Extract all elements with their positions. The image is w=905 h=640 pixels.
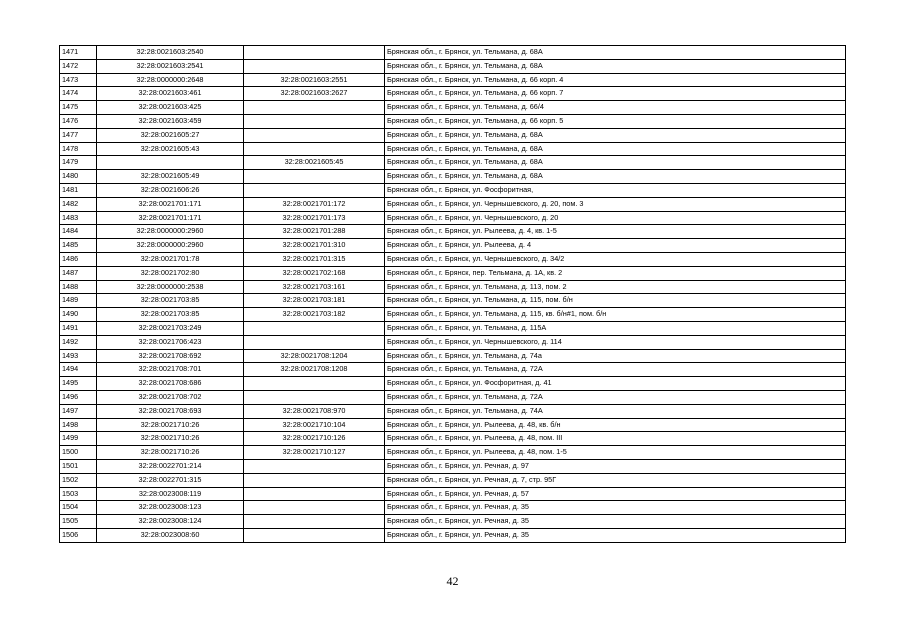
row-number-cell: 1495 [60, 377, 97, 391]
address-cell: Брянская обл., г. Брянск, ул. Тельмана, д. 66 корп. 5 [385, 114, 846, 128]
cadastral-number-cell: 32:28:0023008:60 [97, 528, 244, 542]
row-number-cell: 1505 [60, 515, 97, 529]
address-cell: Брянская обл., г. Брянск, ул. Речная, д. 35 [385, 515, 846, 529]
cadastral-number-cell: 32:28:0021703:249 [97, 321, 244, 335]
address-cell: Брянская обл., г. Брянск, ул. Тельмана, д. 66/4 [385, 101, 846, 115]
table-row [60, 280, 846, 294]
table-row [60, 487, 846, 501]
related-cadastral-number-cell: 32:28:0021603:2627 [244, 87, 385, 101]
related-cadastral-number-cell: 32:28:0021708:1208 [244, 363, 385, 377]
related-cadastral-number-cell [244, 114, 385, 128]
address-cell: Брянская обл., г. Брянск, ул. Фосфоритная, д. 41 [385, 377, 846, 391]
related-cadastral-number-cell: 32:28:0021701:310 [244, 239, 385, 253]
cadastral-number-cell: 32:28:0021701:171 [97, 197, 244, 211]
related-cadastral-number-cell [244, 487, 385, 501]
related-cadastral-number-cell: 32:28:0021701:173 [244, 211, 385, 225]
cadastral-number-cell: 32:28:0000000:2648 [97, 73, 244, 87]
table-row [60, 101, 846, 115]
row-number-cell: 1497 [60, 404, 97, 418]
row-number-cell: 1482 [60, 197, 97, 211]
cadastral-number-cell: 32:28:0021603:461 [97, 87, 244, 101]
address-cell: Брянская обл., г. Брянск, ул. Чернышевского, д. 34/2 [385, 252, 846, 266]
related-cadastral-number-cell: 32:28:0021701:172 [244, 197, 385, 211]
related-cadastral-number-cell: 32:28:0021701:288 [244, 225, 385, 239]
row-number-cell: 1488 [60, 280, 97, 294]
address-cell: Брянская обл., г. Брянск, ул. Чернышевского, д. 20 [385, 211, 846, 225]
address-cell: Брянская обл., г. Брянск, пер. Тельмана, д. 1А, кв. 2 [385, 266, 846, 280]
address-cell: Брянская обл., г. Брянск, ул. Тельмана, д. 68А [385, 170, 846, 184]
cadastral-number-cell: 32:28:0021603:2540 [97, 46, 244, 60]
cadastral-number-cell: 32:28:0021703:85 [97, 294, 244, 308]
table-row [60, 501, 846, 515]
address-cell: Брянская обл., г. Брянск, ул. Рылеева, д. 48, пом. 1-5 [385, 446, 846, 460]
related-cadastral-number-cell: 32:28:0021703:182 [244, 308, 385, 322]
address-cell: Брянская обл., г. Брянск, ул. Тельмана, д. 68А [385, 142, 846, 156]
row-number-cell: 1475 [60, 101, 97, 115]
cadastral-number-cell: 32:28:0021605:43 [97, 142, 244, 156]
table-row [60, 377, 846, 391]
related-cadastral-number-cell [244, 321, 385, 335]
cadastral-number-cell: 32:28:0021603:425 [97, 101, 244, 115]
cadastral-number-cell: 32:28:0022701:214 [97, 459, 244, 473]
table-row [60, 128, 846, 142]
address-cell: Брянская обл., г. Брянск, ул. Речная, д. 97 [385, 459, 846, 473]
row-number-cell: 1496 [60, 390, 97, 404]
address-cell: Брянская обл., г. Брянск, ул. Рылеева, д. 4 [385, 239, 846, 253]
cadastral-number-cell: 32:28:0021708:692 [97, 349, 244, 363]
table-row [60, 528, 846, 542]
related-cadastral-number-cell: 32:28:0021708:1204 [244, 349, 385, 363]
row-number-cell: 1472 [60, 59, 97, 73]
address-cell: Брянская обл., г. Брянск, ул. Чернышевского, д. 20, пом. 3 [385, 197, 846, 211]
table-row [60, 321, 846, 335]
cadastral-number-cell: 32:28:0023008:119 [97, 487, 244, 501]
row-number-cell: 1490 [60, 308, 97, 322]
address-cell: Брянская обл., г. Брянск, ул. Тельмана, д. 115, кв. б/н#1, пом. б/н [385, 308, 846, 322]
table-row [60, 266, 846, 280]
table-row [60, 46, 846, 60]
related-cadastral-number-cell [244, 473, 385, 487]
cadastral-number-cell: 32:28:0021603:2541 [97, 59, 244, 73]
table-row [60, 142, 846, 156]
cadastral-number-cell: 32:28:0021710:26 [97, 432, 244, 446]
cadastral-table [59, 45, 846, 543]
table-row [60, 349, 846, 363]
table-row [60, 183, 846, 197]
related-cadastral-number-cell: 32:28:0021710:127 [244, 446, 385, 460]
cadastral-number-cell: 32:28:0021708:686 [97, 377, 244, 391]
cadastral-number-cell: 32:28:0021708:693 [97, 404, 244, 418]
address-cell: Брянская обл., г. Брянск, ул. Тельмана, д. 68А [385, 59, 846, 73]
table-row [60, 446, 846, 460]
cadastral-number-cell: 32:28:0021710:26 [97, 446, 244, 460]
table-body [60, 46, 846, 543]
row-number-cell: 1499 [60, 432, 97, 446]
row-number-cell: 1479 [60, 156, 97, 170]
cadastral-number-cell: 32:28:0021701:78 [97, 252, 244, 266]
related-cadastral-number-cell [244, 101, 385, 115]
address-cell: Брянская обл., г. Брянск, ул. Тельмана, д. 68А [385, 128, 846, 142]
cadastral-number-cell: 32:28:0000000:2538 [97, 280, 244, 294]
address-cell: Брянская обл., г. Брянск, ул. Речная, д. 35 [385, 501, 846, 515]
cadastral-number-cell: 32:28:0000000:2960 [97, 225, 244, 239]
cadastral-number-cell: 32:28:0021710:26 [97, 418, 244, 432]
address-cell: Брянская обл., г. Брянск, ул. Тельмана, д. 68А [385, 156, 846, 170]
cadastral-number-cell: 32:28:0021701:171 [97, 211, 244, 225]
row-number-cell: 1492 [60, 335, 97, 349]
cadastral-number-cell: 32:28:0021605:27 [97, 128, 244, 142]
address-cell: Брянская обл., г. Брянск, ул. Чернышевского, д. 114 [385, 335, 846, 349]
related-cadastral-number-cell: 32:28:0021605:45 [244, 156, 385, 170]
table-row [60, 459, 846, 473]
row-number-cell: 1498 [60, 418, 97, 432]
table-row [60, 225, 846, 239]
cadastral-number-cell: 32:28:0021702:80 [97, 266, 244, 280]
row-number-cell: 1494 [60, 363, 97, 377]
table-row [60, 404, 846, 418]
row-number-cell: 1476 [60, 114, 97, 128]
table-row [60, 59, 846, 73]
table-row [60, 73, 846, 87]
cadastral-number-cell: 32:28:0021605:49 [97, 170, 244, 184]
row-number-cell: 1500 [60, 446, 97, 460]
row-number-cell: 1480 [60, 170, 97, 184]
related-cadastral-number-cell [244, 59, 385, 73]
related-cadastral-number-cell [244, 377, 385, 391]
row-number-cell: 1506 [60, 528, 97, 542]
table-row [60, 87, 846, 101]
related-cadastral-number-cell [244, 390, 385, 404]
cadastral-number-cell: 32:28:0021703:85 [97, 308, 244, 322]
table-row [60, 335, 846, 349]
table-row [60, 239, 846, 253]
row-number-cell: 1481 [60, 183, 97, 197]
table-row [60, 170, 846, 184]
related-cadastral-number-cell [244, 459, 385, 473]
related-cadastral-number-cell: 32:28:0021710:126 [244, 432, 385, 446]
address-cell: Брянская обл., г. Брянск, ул. Рылеева, д. 48, кв. б/н [385, 418, 846, 432]
related-cadastral-number-cell [244, 183, 385, 197]
table-row [60, 156, 846, 170]
page-number: 42 [446, 574, 459, 588]
row-number-cell: 1471 [60, 46, 97, 60]
address-cell: Брянская обл., г. Брянск, ул. Речная, д. 7, стр. 95Г [385, 473, 846, 487]
address-cell: Брянская обл., г. Брянск, ул. Речная, д. 57 [385, 487, 846, 501]
table-row [60, 432, 846, 446]
address-cell: Брянская обл., г. Брянск, ул. Тельмана, д. 115А [385, 321, 846, 335]
table-row [60, 211, 846, 225]
row-number-cell: 1503 [60, 487, 97, 501]
cadastral-number-cell: 32:28:0021706:423 [97, 335, 244, 349]
table-row [60, 294, 846, 308]
row-number-cell: 1504 [60, 501, 97, 515]
cadastral-number-cell: 32:28:0021708:701 [97, 363, 244, 377]
address-cell: Брянская обл., г. Брянск, ул. Тельмана, д. 72А [385, 390, 846, 404]
row-number-cell: 1474 [60, 87, 97, 101]
address-cell: Брянская обл., г. Брянск, ул. Тельмана, д. 66 корп. 4 [385, 73, 846, 87]
row-number-cell: 1493 [60, 349, 97, 363]
table-row [60, 473, 846, 487]
related-cadastral-number-cell: 32:28:0021702:168 [244, 266, 385, 280]
address-cell: Брянская обл., г. Брянск, ул. Рылеева, д. 48, пом. III [385, 432, 846, 446]
cadastral-number-cell: 32:28:0000000:2960 [97, 239, 244, 253]
address-cell: Брянская обл., г. Брянск, ул. Рылеева, д. 4, кв. 1-5 [385, 225, 846, 239]
address-cell: Брянская обл., г. Брянск, ул. Речная, д. 35 [385, 528, 846, 542]
related-cadastral-number-cell: 32:28:0021703:181 [244, 294, 385, 308]
cadastral-number-cell: 32:28:0023008:123 [97, 501, 244, 515]
related-cadastral-number-cell: 32:28:0021701:315 [244, 252, 385, 266]
row-number-cell: 1484 [60, 225, 97, 239]
table-row [60, 252, 846, 266]
table-row [60, 308, 846, 322]
table-row [60, 363, 846, 377]
related-cadastral-number-cell [244, 46, 385, 60]
related-cadastral-number-cell [244, 335, 385, 349]
row-number-cell: 1477 [60, 128, 97, 142]
cadastral-number-cell [97, 156, 244, 170]
address-cell: Брянская обл., г. Брянск, ул. Тельмана, д. 72А [385, 363, 846, 377]
address-cell: Брянская обл., г. Брянск, ул. Тельмана, д. 68А [385, 46, 846, 60]
address-cell: Брянская обл., г. Брянск, ул. Тельмана, д. 113, пом. 2 [385, 280, 846, 294]
cadastral-number-cell: 32:28:0021606:26 [97, 183, 244, 197]
cadastral-number-cell: 32:28:0021708:702 [97, 390, 244, 404]
table-row [60, 197, 846, 211]
related-cadastral-number-cell: 32:28:0021710:104 [244, 418, 385, 432]
row-number-cell: 1478 [60, 142, 97, 156]
address-cell: Брянская обл., г. Брянск, ул. Тельмана, д. 74А [385, 404, 846, 418]
row-number-cell: 1502 [60, 473, 97, 487]
address-cell: Брянская обл., г. Брянск, ул. Фосфоритная, [385, 183, 846, 197]
address-cell: Брянская обл., г. Брянск, ул. Тельмана, д. 115, пом. б/н [385, 294, 846, 308]
row-number-cell: 1487 [60, 266, 97, 280]
table-row [60, 515, 846, 529]
related-cadastral-number-cell [244, 501, 385, 515]
row-number-cell: 1489 [60, 294, 97, 308]
cadastral-number-cell: 32:28:0023008:124 [97, 515, 244, 529]
row-number-cell: 1473 [60, 73, 97, 87]
related-cadastral-number-cell [244, 515, 385, 529]
related-cadastral-number-cell [244, 170, 385, 184]
related-cadastral-number-cell: 32:28:0021603:2551 [244, 73, 385, 87]
row-number-cell: 1483 [60, 211, 97, 225]
related-cadastral-number-cell: 32:28:0021703:161 [244, 280, 385, 294]
cadastral-number-cell: 32:28:0021603:459 [97, 114, 244, 128]
address-cell: Брянская обл., г. Брянск, ул. Тельмана, д. 74а [385, 349, 846, 363]
row-number-cell: 1485 [60, 239, 97, 253]
related-cadastral-number-cell: 32:28:0021708:970 [244, 404, 385, 418]
table-row [60, 114, 846, 128]
cadastral-number-cell: 32:28:0022701:315 [97, 473, 244, 487]
related-cadastral-number-cell [244, 528, 385, 542]
related-cadastral-number-cell [244, 142, 385, 156]
row-number-cell: 1501 [60, 459, 97, 473]
row-number-cell: 1491 [60, 321, 97, 335]
table-row [60, 418, 846, 432]
related-cadastral-number-cell [244, 128, 385, 142]
address-cell: Брянская обл., г. Брянск, ул. Тельмана, д. 66 корп. 7 [385, 87, 846, 101]
table-row [60, 390, 846, 404]
row-number-cell: 1486 [60, 252, 97, 266]
